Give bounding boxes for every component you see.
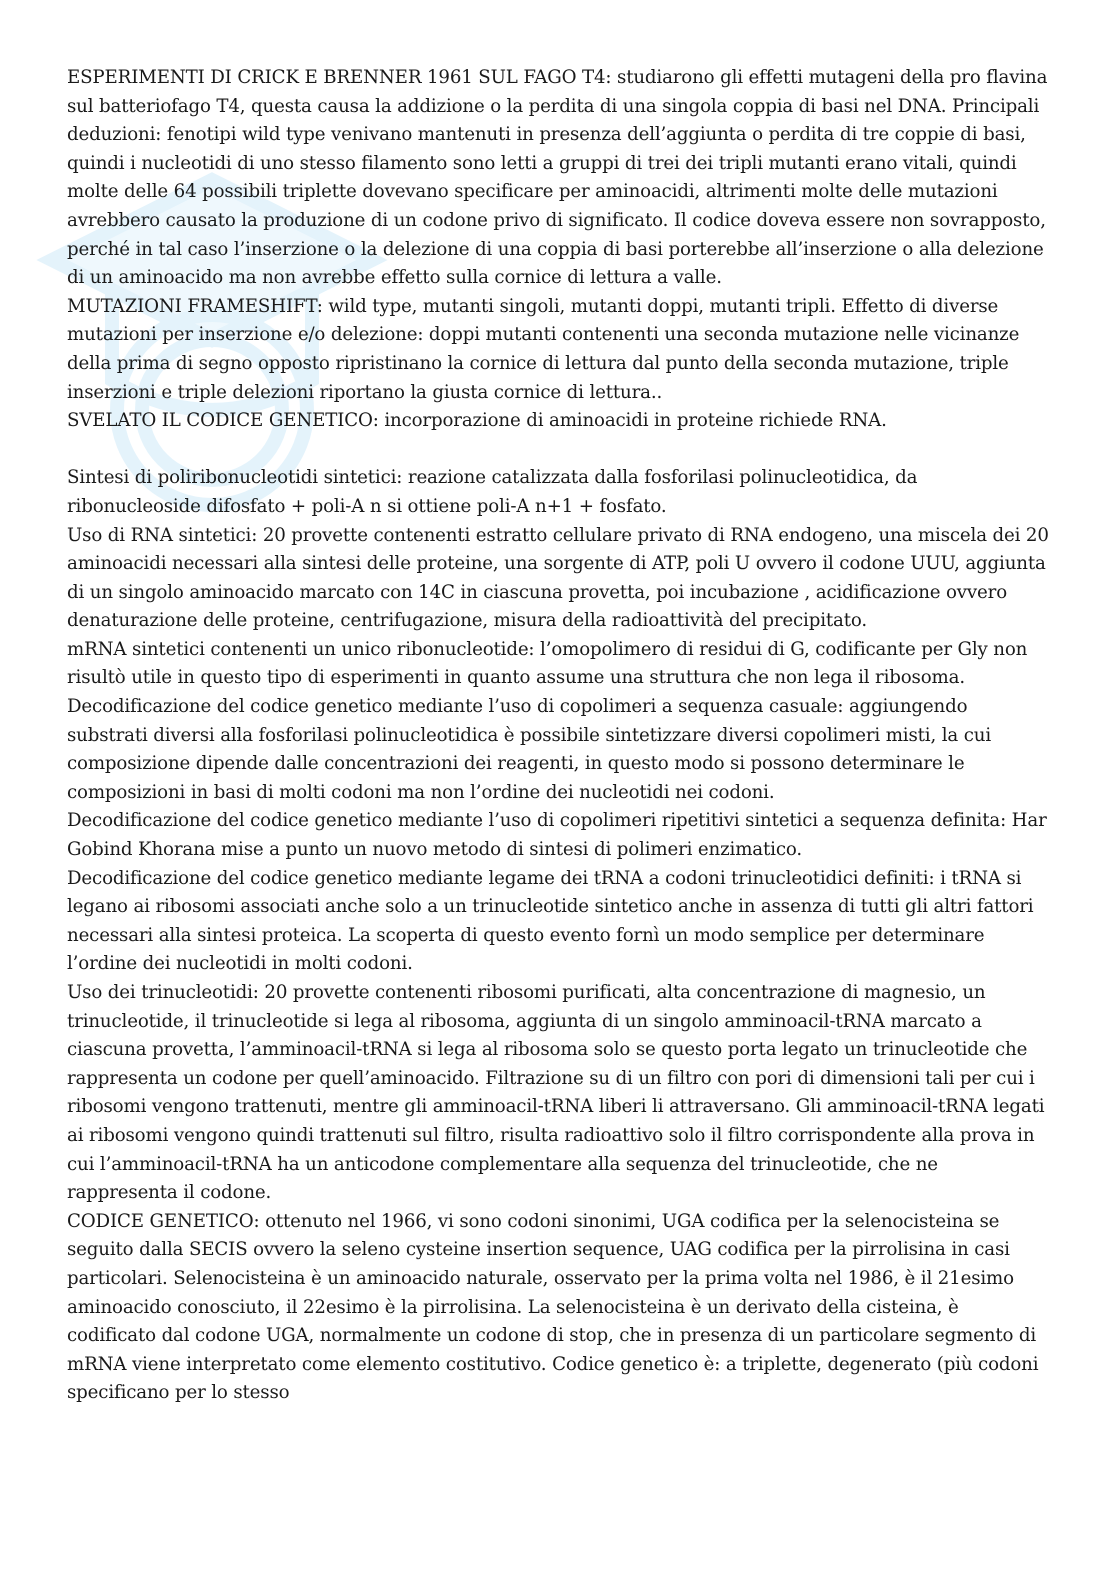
paragraph-sintesi-poliribonucleotidi: Sintesi di poliribonucleotidi sintetici: reazione catalizzata dalla fosforilasi polinucleotidica, da ribonucleoside difosfato + poli-A n si ottiene poli-A n+1 + fosfato. <box>67 467 918 517</box>
paragraph-uso-rna-sintetici: Uso di RNA sintetici: 20 provette contenenti estratto cellulare privato di RNA endogeno, una miscela dei 20 aminoacidi necessari alla sintesi delle proteine, una sorgente di ATP, poli U ovvero il codone UUU, aggiunta di un singolo aminoacido marcato con 14C in ciascuna provetta, poi incubazione , acidificazione ovvero denaturazione delle proteine, centrifugazione, misura della radioattività del precipitato. <box>67 524 1049 632</box>
paragraph-legame-trna: Decodificazione del codice genetico mediante legame dei tRNA a codoni trinucleotidici definiti: i tRNA si legano ai ribosomi associati anche solo a un trinucleotide sintetico anche in assenza di tutti gli altri fattori necessari alla sintesi proteica. La scoperta di questo evento fornì un modo semplice per determinare l’ordine dei nucleotidi in molti codoni. <box>67 867 1034 975</box>
paragraph-mutazioni-frameshift: MUTAZIONI FRAMESHIFT: wild type, mutanti singoli, mutanti doppi, mutanti tripli. Effetto di diverse mutazioni per inserzione e/o delezione: doppi mutanti contenenti una seconda mutazione nelle vicinanze della prima di segno opposto ripristinano la cornice di lettura dal punto della seconda mutazione, triple inserzioni e triple delezioni riportano la giusta cornice di lettura.. <box>67 295 1020 403</box>
paragraph-copolimeri-casuali: Decodificazione del codice genetico mediante l’uso di copolimeri a sequenza casuale: aggiungendo substrati diversi alla fosforilasi polinucleotidica è possibile sintetizzare diversi copolimeri misti, la cui composizione dipende dalle concentrazioni dei reagenti, in questo modo si possono determinare le composizioni in basi di molti codoni ma non l’ordine dei nucleotidi nei codoni. <box>67 696 991 803</box>
paragraph-mrna-sintetici: mRNA sintetici contenenti un unico ribonucleotide: l’omopolimero di residui di G, codificante per Gly non risultò utile in questo tipo di esperimenti in quanto assume una struttura che non lega il ribosoma. <box>67 638 1028 689</box>
paragraph-svelato-codice: SVELATO IL CODICE GENETICO: incorporazione di aminoacidi in proteine richiede RNA. <box>67 410 887 432</box>
document-body <box>67 64 1052 1408</box>
paragraph-copolimeri-ripetitivi: Decodificazione del codice genetico mediante l’uso di copolimeri ripetitivi sintetici a sequenza definita: Har Gobind Khorana mise a punto un nuovo metodo di sintesi di polimeri enzimatico. <box>67 810 1047 861</box>
paragraph-codice-genetico: CODICE GENETICO: ottenuto nel 1966, vi sono codoni sinonimi, UGA codifica per la selenocisteina se seguito dalla SECIS ovvero la seleno cysteine insertion sequence, UAG codifica per la pirrolisina in casi particolari. Selenocisteina è un aminoacido naturale, osservato per la prima volta nel 1986, è il 21esimo aminoacido conosciuto, il 22esimo è la pirrolisina. La selenocisteina è un derivato della cisteina, è codificato dal codone UGA, normalmente un codone di stop, che in presenza di un particolare segmento di mRNA viene interpretato come elemento costitutivo. Codice genetico è: a triplette, degenerato (più codoni specificano per lo stesso <box>67 1210 1039 1404</box>
paragraph-uso-trinucleotidi: Uso dei trinucleotidi: 20 provette contenenti ribosomi purificati, alta concentrazione di magnesio, un trinucleotide, il trinucleotide si lega al ribosoma, aggiunta di un singolo amminoacil-tRNA marcato a ciascuna provetta, l’amminoacil-tRNA si lega al ribosoma solo se questo porta legato un trinucleotide che rappresenta un codone per quell’aminoacido. Filtrazione su di un filtro con pori di dimensioni tali per cui i ribosomi vengono trattenuti, mentre gli amminoacil-tRNA liberi li attraversano. Gli amminoacil-tRNA legati ai ribosomi vengono quindi trattenuti sul filtro, risulta radioattivo solo il filtro corrispondente alla prova in cui l’amminoacil-tRNA ha un anticodone complementare alla sequenza del trinucleotide, che ne rappresenta il codone. <box>67 982 1045 1204</box>
paragraph-crick-brenner: ESPERIMENTI DI CRICK E BRENNER 1961 SUL FAGO T4: studiarono gli effetti mutageni della pro flavina sul batteriofago T4, questa causa la addizione o la perdita di una singola coppia di basi nel DNA. Principali deduzioni: fenotipi wild type venivano mantenuti in presenza dell’aggiunta o perdita di tre coppie di basi, quindi i nucleotidi di uno stesso filamento sono letti a gruppi di trei dei tripli mutanti erano vitali, quindi molte delle 64 possibili triplette dovevano specificare per aminoacidi, altrimenti molte delle mutazioni avrebbero causato la produzione di un codone privo di significato. Il codice doveva essere non sovrapposto, perché in tal caso l’inserzione o la delezione di una coppia di basi porterebbe all’inserzione o alla delezione di un aminoacido ma non avrebbe effetto sulla cornice di lettura a valle. <box>67 67 1048 289</box>
